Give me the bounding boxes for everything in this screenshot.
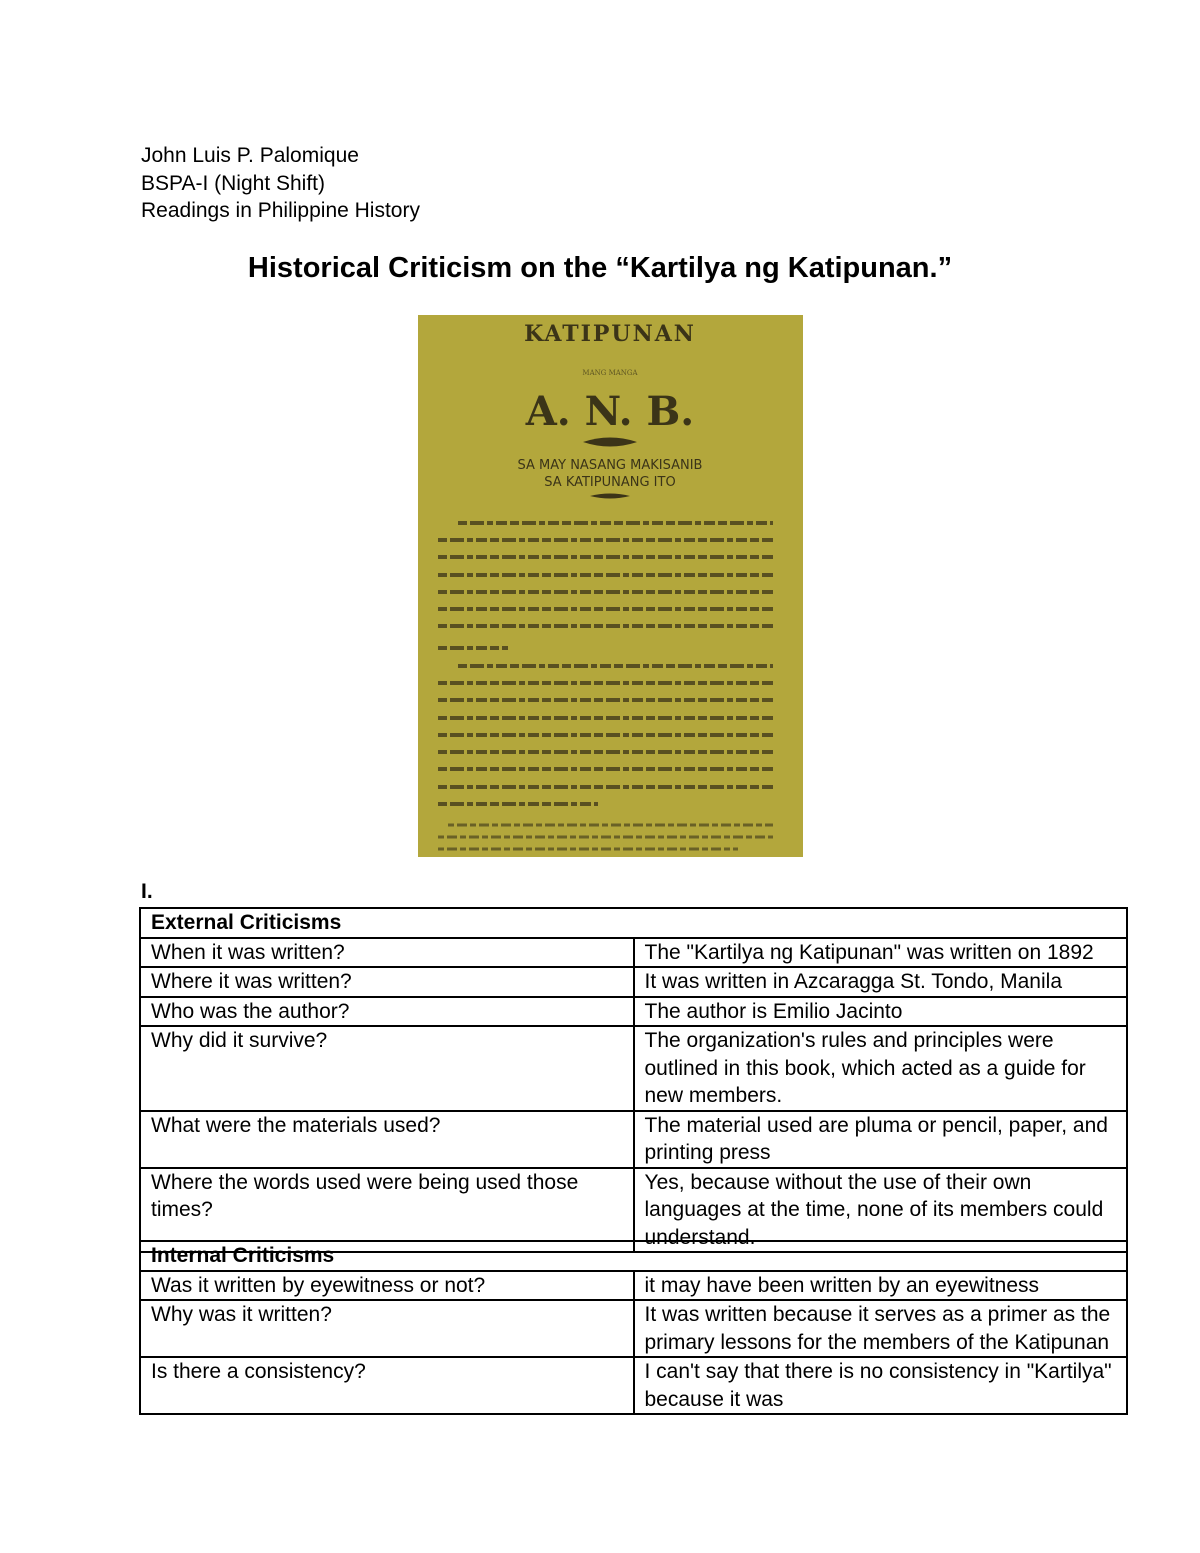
scan-line-2: SA KATIPUNANG ITO: [544, 475, 676, 490]
table-row: [140, 938, 1127, 968]
table-row: [140, 1271, 1127, 1301]
table-row: [140, 997, 1127, 1027]
table-row: [140, 1357, 1127, 1414]
internal-heading: Internal Criticisms: [140, 1241, 1127, 1271]
table-row: [140, 967, 1127, 997]
answer-cell: The "Kartilya ng Katipunan" was written on 1892: [634, 938, 1128, 968]
kartilya-scan-image: [418, 315, 803, 857]
answer-cell: The author is Emilio Jacinto: [634, 997, 1128, 1027]
answer-cell: It was written in Azcaragga St. Tondo, Manila: [634, 967, 1128, 997]
scan-line-1: SA MAY NASANG MAKISANIB: [517, 458, 703, 473]
question-cell: Was it written by eyewitness or not?: [140, 1271, 634, 1301]
question-cell: When it was written?: [140, 938, 634, 968]
question-cell: Who was the author?: [140, 997, 634, 1027]
scan-monogram: A. N. B.: [525, 388, 695, 435]
answer-cell: Yes, because without the use of their own languages at the time, none of its members could understand.: [634, 1168, 1128, 1253]
table-row: [140, 1111, 1127, 1168]
table-row: [140, 1300, 1127, 1357]
scan-subheading: MANG MANGA: [582, 369, 638, 377]
answer-cell: It was written because it serves as a primer as the primary lessons for the members of the Katipunan: [634, 1300, 1128, 1357]
subject-line: Readings in Philippine History: [141, 199, 420, 222]
question-cell: Is there a consistency?: [140, 1357, 634, 1414]
question-cell: What were the materials used?: [140, 1111, 634, 1168]
external-heading: External Criticisms: [140, 908, 1127, 938]
answer-cell: I can't say that there is no consistency in "Kartilya" because it was: [634, 1357, 1128, 1414]
question-cell: Where it was written?: [140, 967, 634, 997]
external-criticisms-table: [139, 907, 1128, 1253]
scan-heading: KATIPUNAN: [524, 321, 696, 347]
author-name: John Luis P. Palomique: [141, 144, 359, 167]
answer-cell: it may have been written by an eyewitness: [634, 1271, 1128, 1301]
answer-cell: The material used are pluma or pencil, paper, and printing press: [634, 1111, 1128, 1168]
question-cell: Why was it written?: [140, 1300, 634, 1357]
question-cell: Where the words used were being used those times?: [140, 1168, 634, 1253]
question-cell: Why did it survive?: [140, 1026, 634, 1111]
internal-criticisms-table: [139, 1240, 1128, 1415]
document-header: [141, 142, 420, 225]
course-line: BSPA-I (Night Shift): [141, 171, 325, 195]
section-number: I.: [141, 880, 153, 903]
answer-cell: The organization's rules and principles were outlined in this book, which acted as a guide for new members.: [634, 1026, 1128, 1111]
document-title: Historical Criticism on the “Kartilya ng Katipunan.”: [247, 252, 953, 284]
kartilya-scan-drawing: [418, 315, 803, 857]
table-row: [140, 1026, 1127, 1111]
